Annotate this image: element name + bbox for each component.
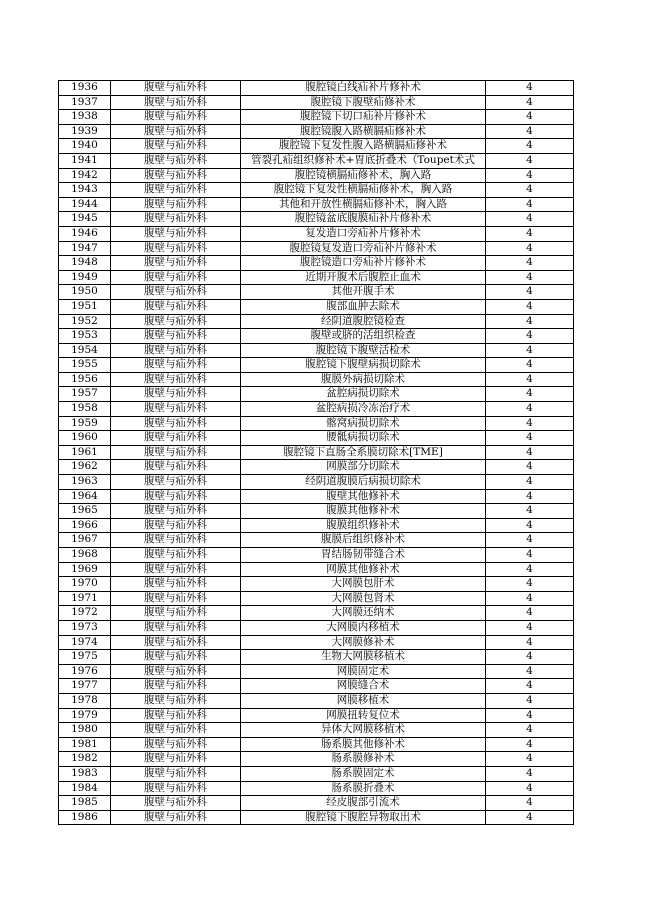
row-number: 1972 xyxy=(59,606,111,621)
table-row xyxy=(59,504,574,519)
row-number: 1961 xyxy=(59,445,111,460)
table-row xyxy=(59,591,574,606)
procedure-name-cell: 腹腔镜下复发性横膈疝修补术，胸入路 xyxy=(241,183,486,198)
department-cell: 腹壁与疝外科 xyxy=(111,241,241,256)
procedure-name-cell: 其他和开放性横膈疝修补术，胸入路 xyxy=(241,197,486,212)
procedure-name-cell: 管裂孔疝组织修补术+胃底折叠术（Toupet术式 xyxy=(241,153,486,168)
procedure-name-cell: 近期开腹术后腹腔止血术 xyxy=(241,270,486,285)
procedure-name-cell: 腰骶病损切除术 xyxy=(241,431,486,446)
procedure-name-cell: 大网膜还纳术 xyxy=(241,606,486,621)
procedure-name-cell: 腹腔镜下腹壁病损切除术 xyxy=(241,358,486,373)
level-cell: 4 xyxy=(486,664,574,679)
table-row xyxy=(59,679,574,694)
table-row xyxy=(59,153,574,168)
row-number: 1985 xyxy=(59,796,111,811)
procedure-name-cell: 腹腔镜下切口疝补片修补术 xyxy=(241,110,486,125)
level-cell: 4 xyxy=(486,445,574,460)
table-row xyxy=(59,416,574,431)
department-cell: 腹壁与疝外科 xyxy=(111,650,241,665)
level-cell: 4 xyxy=(486,343,574,358)
procedure-name-cell: 腹腔镜造口旁疝补片修补术 xyxy=(241,256,486,271)
department-cell: 腹壁与疝外科 xyxy=(111,445,241,460)
department-cell: 腹壁与疝外科 xyxy=(111,723,241,738)
row-number: 1947 xyxy=(59,241,111,256)
level-cell: 4 xyxy=(486,81,574,96)
row-number: 1983 xyxy=(59,766,111,781)
procedure-name-cell: 腹壁或脐的活组织检查 xyxy=(241,329,486,344)
department-cell: 腹壁与疝外科 xyxy=(111,256,241,271)
row-number: 1948 xyxy=(59,256,111,271)
table-row xyxy=(59,358,574,373)
level-cell: 4 xyxy=(486,796,574,811)
row-number: 1958 xyxy=(59,402,111,417)
row-number: 1966 xyxy=(59,518,111,533)
table-row xyxy=(59,95,574,110)
department-cell: 腹壁与疝外科 xyxy=(111,139,241,154)
level-cell: 4 xyxy=(486,285,574,300)
level-cell: 4 xyxy=(486,299,574,314)
table-row xyxy=(59,256,574,271)
table-row xyxy=(59,372,574,387)
table-row xyxy=(59,314,574,329)
table-row xyxy=(59,168,574,183)
procedure-name-cell: 腹腔镜下腹腔异物取出术 xyxy=(241,810,486,825)
table-row xyxy=(59,431,574,446)
procedure-name-cell: 经皮腹部引流术 xyxy=(241,796,486,811)
procedure-name-cell: 其他开腹手术 xyxy=(241,285,486,300)
table-row xyxy=(59,723,574,738)
row-number: 1937 xyxy=(59,95,111,110)
level-cell: 4 xyxy=(486,620,574,635)
procedure-name-cell: 腹腔镜横膈疝修补术，胸入路 xyxy=(241,168,486,183)
table-row xyxy=(59,562,574,577)
procedure-name-cell: 网膜其他修补术 xyxy=(241,562,486,577)
table-row xyxy=(59,241,574,256)
table-row xyxy=(59,781,574,796)
procedure-name-cell: 腹腔镜腹入路横膈疝修补术 xyxy=(241,124,486,139)
department-cell: 腹壁与疝外科 xyxy=(111,124,241,139)
level-cell: 4 xyxy=(486,606,574,621)
row-number: 1938 xyxy=(59,110,111,125)
row-number: 1968 xyxy=(59,548,111,563)
department-cell: 腹壁与疝外科 xyxy=(111,285,241,300)
department-cell: 腹壁与疝外科 xyxy=(111,299,241,314)
level-cell: 4 xyxy=(486,518,574,533)
procedure-table xyxy=(58,80,574,825)
level-cell: 4 xyxy=(486,153,574,168)
table-row xyxy=(59,548,574,563)
procedure-name-cell: 腹腔镜下复发性腹入路横膈疝修补术 xyxy=(241,139,486,154)
row-number: 1959 xyxy=(59,416,111,431)
table-row xyxy=(59,766,574,781)
procedure-name-cell: 经阴道腹腔镜检查 xyxy=(241,314,486,329)
department-cell: 腹壁与疝外科 xyxy=(111,431,241,446)
department-cell: 腹壁与疝外科 xyxy=(111,766,241,781)
procedure-name-cell: 经阴道腹膜后病损切除术 xyxy=(241,475,486,490)
procedure-name-cell: 腹腔镜盆底腹膜疝补片修补术 xyxy=(241,212,486,227)
procedure-name-cell: 腹腔镜下腹壁活检术 xyxy=(241,343,486,358)
table-row xyxy=(59,664,574,679)
table-row xyxy=(59,489,574,504)
department-cell: 腹壁与疝外科 xyxy=(111,533,241,548)
procedure-name-cell: 胃结肠韧带缝合术 xyxy=(241,548,486,563)
row-number: 1946 xyxy=(59,226,111,241)
department-cell: 腹壁与疝外科 xyxy=(111,329,241,344)
row-number: 1969 xyxy=(59,562,111,577)
row-number: 1965 xyxy=(59,504,111,519)
procedure-name-cell: 腹膜其他修补术 xyxy=(241,504,486,519)
row-number: 1939 xyxy=(59,124,111,139)
level-cell: 4 xyxy=(486,475,574,490)
department-cell: 腹壁与疝外科 xyxy=(111,562,241,577)
procedure-name-cell: 腹膜外病损切除术 xyxy=(241,372,486,387)
department-cell: 腹壁与疝外科 xyxy=(111,796,241,811)
department-cell: 腹壁与疝外科 xyxy=(111,708,241,723)
row-number: 1980 xyxy=(59,723,111,738)
row-number: 1949 xyxy=(59,270,111,285)
row-number: 1979 xyxy=(59,708,111,723)
table-row xyxy=(59,183,574,198)
department-cell: 腹壁与疝外科 xyxy=(111,810,241,825)
procedure-name-cell: 大网膜内移植术 xyxy=(241,620,486,635)
table-row xyxy=(59,270,574,285)
department-cell: 腹壁与疝外科 xyxy=(111,358,241,373)
row-number: 1982 xyxy=(59,752,111,767)
level-cell: 4 xyxy=(486,810,574,825)
row-number: 1963 xyxy=(59,475,111,490)
level-cell: 4 xyxy=(486,124,574,139)
level-cell: 4 xyxy=(486,708,574,723)
row-number: 1957 xyxy=(59,387,111,402)
procedure-name-cell: 腹部血肿去除术 xyxy=(241,299,486,314)
table-row xyxy=(59,693,574,708)
department-cell: 腹壁与疝外科 xyxy=(111,781,241,796)
table-row xyxy=(59,285,574,300)
row-number: 1977 xyxy=(59,679,111,694)
table-row xyxy=(59,796,574,811)
table-row xyxy=(59,518,574,533)
table-row xyxy=(59,110,574,125)
department-cell: 腹壁与疝外科 xyxy=(111,197,241,212)
level-cell: 4 xyxy=(486,256,574,271)
level-cell: 4 xyxy=(486,372,574,387)
table-row xyxy=(59,650,574,665)
table-row xyxy=(59,124,574,139)
department-cell: 腹壁与疝外科 xyxy=(111,489,241,504)
table-row xyxy=(59,226,574,241)
table-row xyxy=(59,620,574,635)
table-row xyxy=(59,387,574,402)
procedure-name-cell: 腹腔镜白线疝补片修补术 xyxy=(241,81,486,96)
table-row xyxy=(59,810,574,825)
table-row xyxy=(59,445,574,460)
level-cell: 4 xyxy=(486,416,574,431)
row-number: 1953 xyxy=(59,329,111,344)
level-cell: 4 xyxy=(486,241,574,256)
department-cell: 腹壁与疝外科 xyxy=(111,212,241,227)
row-number: 1971 xyxy=(59,591,111,606)
department-cell: 腹壁与疝外科 xyxy=(111,460,241,475)
level-cell: 4 xyxy=(486,766,574,781)
level-cell: 4 xyxy=(486,226,574,241)
department-cell: 腹壁与疝外科 xyxy=(111,591,241,606)
table-row xyxy=(59,139,574,154)
row-number: 1974 xyxy=(59,635,111,650)
procedure-table-body xyxy=(59,81,574,825)
procedure-name-cell: 盆腔病损切除术 xyxy=(241,387,486,402)
level-cell: 4 xyxy=(486,329,574,344)
department-cell: 腹壁与疝外科 xyxy=(111,693,241,708)
level-cell: 4 xyxy=(486,197,574,212)
table-row xyxy=(59,635,574,650)
row-number: 1978 xyxy=(59,693,111,708)
row-number: 1984 xyxy=(59,781,111,796)
department-cell: 腹壁与疝外科 xyxy=(111,153,241,168)
table-row xyxy=(59,533,574,548)
procedure-name-cell: 腹壁其他修补术 xyxy=(241,489,486,504)
procedure-name-cell: 网膜部分切除术 xyxy=(241,460,486,475)
department-cell: 腹壁与疝外科 xyxy=(111,226,241,241)
procedure-name-cell: 腹腔镜下腹壁疝修补术 xyxy=(241,95,486,110)
table-row xyxy=(59,475,574,490)
procedure-name-cell: 网膜移植术 xyxy=(241,693,486,708)
table-row xyxy=(59,299,574,314)
level-cell: 4 xyxy=(486,693,574,708)
level-cell: 4 xyxy=(486,679,574,694)
level-cell: 4 xyxy=(486,489,574,504)
row-number: 1950 xyxy=(59,285,111,300)
department-cell: 腹壁与疝外科 xyxy=(111,183,241,198)
procedure-name-cell: 肠系膜其他修补术 xyxy=(241,737,486,752)
department-cell: 腹壁与疝外科 xyxy=(111,314,241,329)
row-number: 1951 xyxy=(59,299,111,314)
row-number: 1945 xyxy=(59,212,111,227)
level-cell: 4 xyxy=(486,504,574,519)
level-cell: 4 xyxy=(486,591,574,606)
table-row xyxy=(59,329,574,344)
procedure-name-cell: 异体大网膜移植术 xyxy=(241,723,486,738)
department-cell: 腹壁与疝外科 xyxy=(111,372,241,387)
department-cell: 腹壁与疝外科 xyxy=(111,635,241,650)
row-number: 1962 xyxy=(59,460,111,475)
procedure-name-cell: 大网膜包肾术 xyxy=(241,591,486,606)
department-cell: 腹壁与疝外科 xyxy=(111,577,241,592)
department-cell: 腹壁与疝外科 xyxy=(111,110,241,125)
level-cell: 4 xyxy=(486,548,574,563)
level-cell: 4 xyxy=(486,402,574,417)
level-cell: 4 xyxy=(486,650,574,665)
procedure-name-cell: 腹腔镜复发造口旁疝补片修补术 xyxy=(241,241,486,256)
level-cell: 4 xyxy=(486,752,574,767)
level-cell: 4 xyxy=(486,183,574,198)
procedure-name-cell: 网膜缝合术 xyxy=(241,679,486,694)
level-cell: 4 xyxy=(486,577,574,592)
row-number: 1954 xyxy=(59,343,111,358)
procedure-name-cell: 复发造口旁疝补片修补术 xyxy=(241,226,486,241)
row-number: 1956 xyxy=(59,372,111,387)
row-number: 1955 xyxy=(59,358,111,373)
row-number: 1975 xyxy=(59,650,111,665)
row-number: 1986 xyxy=(59,810,111,825)
procedure-name-cell: 腹腔镜下直肠全系膜切除术[TME] xyxy=(241,445,486,460)
row-number: 1952 xyxy=(59,314,111,329)
procedure-name-cell: 肠系膜固定术 xyxy=(241,766,486,781)
table-row xyxy=(59,752,574,767)
procedure-name-cell: 腹膜后组织修补术 xyxy=(241,533,486,548)
procedure-name-cell: 盆腔病损冷冻治疗术 xyxy=(241,402,486,417)
level-cell: 4 xyxy=(486,270,574,285)
table-row xyxy=(59,402,574,417)
table-row xyxy=(59,577,574,592)
procedure-name-cell: 生物大网膜移植术 xyxy=(241,650,486,665)
level-cell: 4 xyxy=(486,781,574,796)
row-number: 1970 xyxy=(59,577,111,592)
department-cell: 腹壁与疝外科 xyxy=(111,504,241,519)
level-cell: 4 xyxy=(486,460,574,475)
procedure-name-cell: 肠系膜修补术 xyxy=(241,752,486,767)
table-row xyxy=(59,606,574,621)
level-cell: 4 xyxy=(486,314,574,329)
procedure-name-cell: 大网膜包肝术 xyxy=(241,577,486,592)
level-cell: 4 xyxy=(486,533,574,548)
department-cell: 腹壁与疝外科 xyxy=(111,343,241,358)
row-number: 1973 xyxy=(59,620,111,635)
procedure-name-cell: 大网膜修补术 xyxy=(241,635,486,650)
department-cell: 腹壁与疝外科 xyxy=(111,475,241,490)
level-cell: 4 xyxy=(486,139,574,154)
row-number: 1944 xyxy=(59,197,111,212)
department-cell: 腹壁与疝外科 xyxy=(111,737,241,752)
department-cell: 腹壁与疝外科 xyxy=(111,606,241,621)
department-cell: 腹壁与疝外科 xyxy=(111,416,241,431)
level-cell: 4 xyxy=(486,562,574,577)
level-cell: 4 xyxy=(486,358,574,373)
level-cell: 4 xyxy=(486,212,574,227)
table-row xyxy=(59,708,574,723)
table-row xyxy=(59,212,574,227)
department-cell: 腹壁与疝外科 xyxy=(111,95,241,110)
procedure-name-cell: 网膜扭转复位术 xyxy=(241,708,486,723)
procedure-name-cell: 网膜固定术 xyxy=(241,664,486,679)
row-number: 1936 xyxy=(59,81,111,96)
department-cell: 腹壁与疝外科 xyxy=(111,620,241,635)
row-number: 1976 xyxy=(59,664,111,679)
department-cell: 腹壁与疝外科 xyxy=(111,387,241,402)
procedure-name-cell: 髂窝病损切除术 xyxy=(241,416,486,431)
level-cell: 4 xyxy=(486,431,574,446)
row-number: 1960 xyxy=(59,431,111,446)
row-number: 1967 xyxy=(59,533,111,548)
procedure-name-cell: 腹膜组织修补术 xyxy=(241,518,486,533)
row-number: 1943 xyxy=(59,183,111,198)
level-cell: 4 xyxy=(486,168,574,183)
department-cell: 腹壁与疝外科 xyxy=(111,518,241,533)
level-cell: 4 xyxy=(486,723,574,738)
row-number: 1940 xyxy=(59,139,111,154)
department-cell: 腹壁与疝外科 xyxy=(111,679,241,694)
level-cell: 4 xyxy=(486,387,574,402)
row-number: 1981 xyxy=(59,737,111,752)
department-cell: 腹壁与疝外科 xyxy=(111,168,241,183)
procedure-name-cell: 肠系膜折叠术 xyxy=(241,781,486,796)
table-row xyxy=(59,343,574,358)
department-cell: 腹壁与疝外科 xyxy=(111,270,241,285)
table-row xyxy=(59,737,574,752)
department-cell: 腹壁与疝外科 xyxy=(111,752,241,767)
row-number: 1942 xyxy=(59,168,111,183)
table-row xyxy=(59,460,574,475)
table-row xyxy=(59,197,574,212)
row-number: 1964 xyxy=(59,489,111,504)
table-row xyxy=(59,81,574,96)
department-cell: 腹壁与疝外科 xyxy=(111,548,241,563)
level-cell: 4 xyxy=(486,95,574,110)
level-cell: 4 xyxy=(486,110,574,125)
row-number: 1941 xyxy=(59,153,111,168)
department-cell: 腹壁与疝外科 xyxy=(111,402,241,417)
department-cell: 腹壁与疝外科 xyxy=(111,664,241,679)
department-cell: 腹壁与疝外科 xyxy=(111,81,241,96)
level-cell: 4 xyxy=(486,737,574,752)
level-cell: 4 xyxy=(486,635,574,650)
